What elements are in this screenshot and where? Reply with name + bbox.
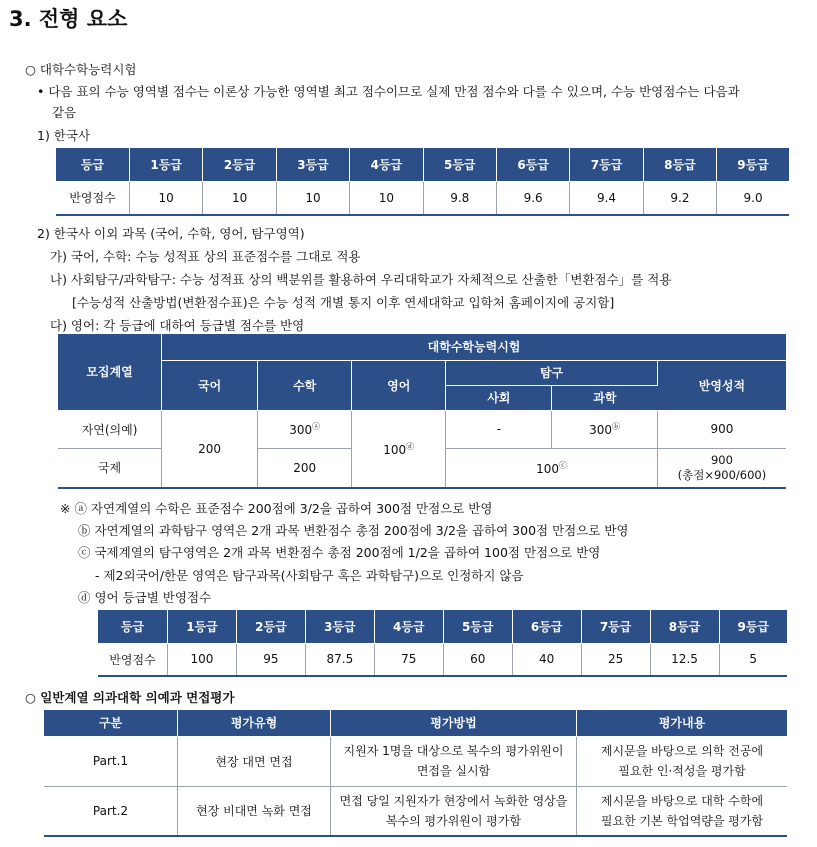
page-title: 3. 전형 요소 [9,7,128,31]
natural-social-score: - [446,410,552,448]
table-header: 6등급 [512,610,581,643]
header-inquiry: 탐구 [446,360,658,385]
table-cell: 9.6 [496,181,569,215]
note-mark-c: ⓒ [559,460,568,470]
english-score: 100ⓓ [352,410,446,488]
header-science: 과학 [552,385,658,410]
table-cell: 9.0 [717,181,789,215]
note-b: ⓑ 자연계열의 과학탐구 영역은 2개 과목 변환점수 총점 200점에 3/2을 곱하여 300점 만점으로 반영 [78,523,629,538]
natural-total: 900 [657,410,786,448]
table-cell: 10 [203,181,276,215]
section-title-interview: ○ 일반계열 의과대학 의예과 면접평가 [25,690,235,705]
header-math: 수학 [258,360,352,410]
table-cell: 9.2 [643,181,716,215]
table-cell: 100 [168,643,237,676]
table-header: 4등급 [374,610,443,643]
table-header: 1등급 [168,610,237,643]
table-header: 3등급 [305,610,374,643]
table-cell: 10 [130,181,203,215]
table-header: 등급 [98,610,168,643]
interview-method: 지원자 1명을 대상으로 복수의 평가위원이 면접을 실시함 [331,736,577,786]
rule-ga: 가) 국어, 수학: 수능 성적표 상의 표준점수를 그대로 적용 [50,249,361,264]
rule-na-note: [수능성적 산출방법(변환점수표)은 수능 성적 개별 통지 이후 연세대학교 입학처 홈페이지에 공지함] [72,295,615,310]
table-cell: 9.8 [423,181,496,215]
table-cell: 5 [719,643,787,676]
rule-na: 나) 사회탐구/과학탐구: 수능 성적표 상의 백분위를 활용하여 우리대학교가 자체적으로 산출한「변환점수」를 적용 [50,272,672,287]
table-header: 평가내용 [577,710,788,736]
note-mark-a: ⓐ [312,422,321,431]
header-english: 영어 [352,360,446,410]
table-header: 평가방법 [331,710,577,736]
interview-content: 제시문을 바탕으로 의학 전공에 필요한 인·적성을 평가함 [577,736,788,786]
interview-content: 제시문을 바탕으로 대학 수학에 필요한 기본 학업역량을 평가함 [577,786,788,836]
table-header: 등급 [56,148,130,181]
interview-part: Part.1 [44,736,178,786]
table-header: 8등급 [643,148,716,181]
english-grade-table [98,610,787,677]
natural-math-score: 300ⓐ [258,410,352,448]
note-mark-b: ⓑ [612,422,621,431]
subheading-history: 1) 한국사 [37,128,91,143]
table-header: 6등급 [496,148,569,181]
row-name-natural: 자연(의예) [58,410,162,448]
table-cell: 95 [236,643,305,676]
interview-type: 현장 대면 면접 [178,736,331,786]
note-c-sub: - 제2외국어/한문 영역은 탐구과목(사회탐구 혹은 과학탐구)으로 인정하지 않음 [95,568,524,583]
international-total: 900 (총점×900/600) [657,448,786,488]
table-header: 2등급 [236,610,305,643]
table-header: 5등급 [423,148,496,181]
csat-score-table [58,334,786,489]
header-korean: 국어 [162,360,258,410]
note-mark-d: ⓓ [406,441,415,451]
note-c: ⓒ 국제계열의 탐구영역은 2개 과목 변환점수 총점 200점에 1/2을 곱하여 100점 만점으로 반영 [78,545,601,560]
header-group: 모집계열 [58,334,162,410]
table-cell: 25 [581,643,650,676]
interview-part: Part.2 [44,786,178,836]
header-total: 반영성적 [657,360,786,410]
header-csat: 대학수학능력시험 [162,334,786,360]
table-cell: 10 [276,181,349,215]
table-header: 1등급 [130,148,203,181]
table-header: 7등급 [581,610,650,643]
table-cell: 40 [512,643,581,676]
table-cell: 12.5 [650,643,719,676]
table-header: 4등급 [350,148,423,181]
table-cell: 반영점수 [98,643,168,676]
table-cell: 75 [374,643,443,676]
table-header: 5등급 [443,610,512,643]
rule-da: 다) 영어: 각 등급에 대하여 등급별 점수를 반영 [50,318,305,333]
international-inquiry-score: 100ⓒ [446,448,658,488]
note-a: ※ ⓐ 자연계열의 수학은 표준점수 200점에 3/2을 곱하여 300점 만점으로 반영 [60,501,493,516]
subheading-other-subjects: 2) 한국사 이외 과목 (국어, 수학, 영어, 탐구영역) [37,226,305,241]
intro-bullet: • 다음 표의 수능 영역별 점수는 이론상 가능한 영역별 최고 점수이므로 실제 만점 점수와 다를 수 있으며, 수능 반영점수는 다음과 [37,84,740,99]
table-cell: 60 [443,643,512,676]
table-header: 평가유형 [178,710,331,736]
table-cell: 87.5 [305,643,374,676]
table-header: 3등급 [276,148,349,181]
table-cell: 9.4 [570,181,643,215]
interview-method: 면접 당일 지원자가 현장에서 녹화한 영상을 복수의 평가위원이 평가함 [331,786,577,836]
header-social: 사회 [446,385,552,410]
section-title-csat: ○ 대학수학능력시험 [25,62,137,77]
table-header: 9등급 [719,610,787,643]
interview-type: 현장 비대면 녹화 면접 [178,786,331,836]
korean-score: 200 [162,410,258,488]
table-header: 8등급 [650,610,719,643]
interview-table [44,710,787,837]
table-header: 2등급 [203,148,276,181]
table-header: 7등급 [570,148,643,181]
table-header: 구분 [44,710,178,736]
table-cell: 10 [350,181,423,215]
table-header: 9등급 [717,148,789,181]
note-d: ⓓ 영어 등급별 반영점수 [78,590,212,605]
intro-bullet-cont: 같음 [52,105,77,120]
table-cell: 반영점수 [56,181,130,215]
history-grade-table [56,148,789,216]
natural-science-score: 300ⓑ [552,410,658,448]
row-name-international: 국제 [58,448,162,488]
international-math-score: 200 [258,448,352,488]
